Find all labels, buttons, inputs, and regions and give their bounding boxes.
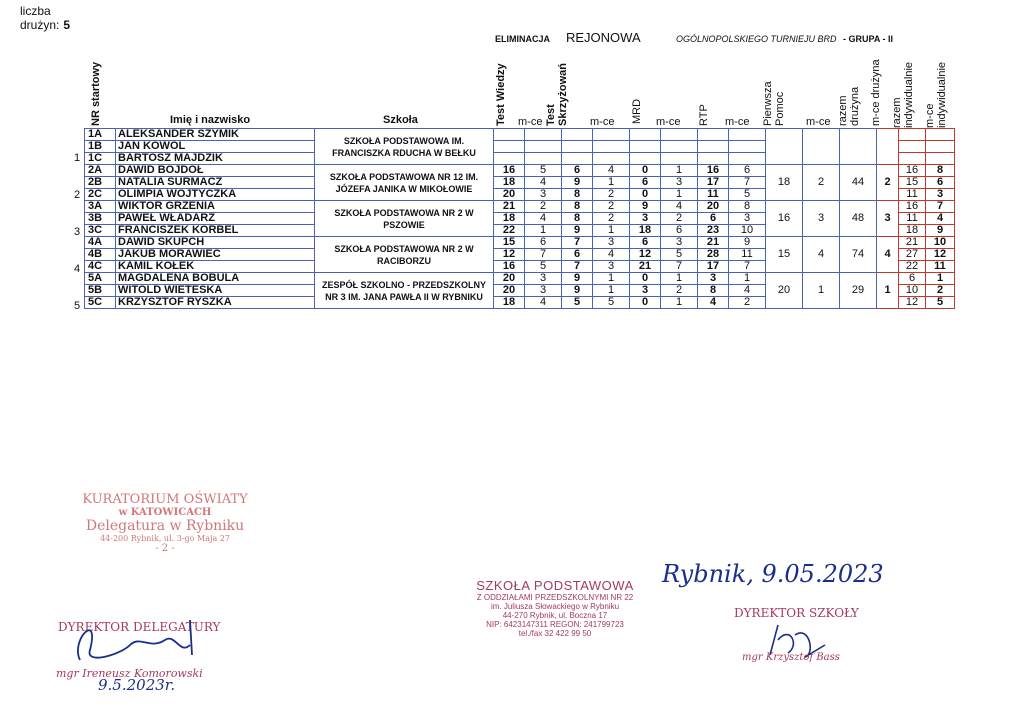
teams-count-label <box>20 4 70 32</box>
delegatura-signature-date: 9.5.2023r. <box>98 676 176 694</box>
cross-cell: 6 <box>562 165 593 177</box>
test-cell: 18 <box>494 297 525 309</box>
start-number-cell: 1B <box>85 141 116 153</box>
col-nr-header: NR startowy <box>90 61 102 126</box>
individual-total-cell <box>899 129 926 141</box>
participant-name-cell: WITOLD WIETESKA <box>116 285 315 297</box>
individual-total-cell: 15 <box>899 177 926 189</box>
individual-place-cell: 6 <box>926 177 955 189</box>
cross-cell: 7 <box>562 237 593 249</box>
rtp-mce-cell: 10 <box>729 225 766 237</box>
start-number-cell: 2B <box>85 177 116 189</box>
kuratorium-stamp-line3: Delegatura w Rybniku <box>85 518 245 534</box>
first-aid-cell: 16 <box>766 201 803 237</box>
individual-place-cell: 12 <box>926 249 955 261</box>
participant-name-cell: NATALIA SURMACZ <box>116 177 315 189</box>
mrd-cell: 0 <box>630 273 661 285</box>
mrd-mce-cell: 1 <box>661 165 698 177</box>
individual-place-cell: 3 <box>926 189 955 201</box>
rtp-mce-cell: 5 <box>729 189 766 201</box>
cross-mce-cell: 2 <box>593 213 630 225</box>
mrd-cell: 6 <box>630 177 661 189</box>
rtp-cell: 17 <box>698 177 729 189</box>
start-number-cell: 2A <box>85 165 116 177</box>
participant-name-cell: JAKUB MORAWIEC <box>116 249 315 261</box>
cross-mce-cell: 2 <box>593 201 630 213</box>
test-mce-cell: 4 <box>525 297 562 309</box>
first-aid-cell: 20 <box>766 273 803 309</box>
school-name-cell: SZKOŁA PODSTAWOWA IM. FRANCISZKA RDUCHA W BEŁKU <box>315 129 494 165</box>
participant-name-cell: JAN KOWOL <box>116 141 315 153</box>
mrd-cell <box>630 129 661 141</box>
individual-total-cell: 18 <box>899 225 926 237</box>
test-mce-cell: 3 <box>525 285 562 297</box>
teams-count-label-line2: drużyn: <box>20 18 60 32</box>
school-director-title: DYREKTOR SZKOŁY <box>734 606 859 620</box>
rtp-cell: 6 <box>698 213 729 225</box>
col-cross-mce-header: m-ce <box>590 116 615 128</box>
elimination-level: REJONOWA <box>566 30 641 45</box>
team-total-cell: 44 <box>840 165 877 201</box>
cross-cell: 9 <box>562 177 593 189</box>
col-first-aid-mce-header: m-ce <box>806 116 831 128</box>
test-cell: 16 <box>494 165 525 177</box>
col-test-mce-header: m-ce <box>518 116 543 128</box>
mrd-mce-cell: 1 <box>661 273 698 285</box>
rtp-cell: 11 <box>698 189 729 201</box>
individual-place-cell: 7 <box>926 201 955 213</box>
team-place-cell: 4 <box>877 237 899 273</box>
individual-place-cell: 11 <box>926 261 955 273</box>
team-total-cell: 74 <box>840 237 877 273</box>
start-number-cell: 3A <box>85 201 116 213</box>
mrd-cell: 3 <box>630 213 661 225</box>
school-stamp-line3: im. Juliusza Słowackiego w Rybniku <box>490 602 620 611</box>
mrd-mce-cell: 3 <box>661 177 698 189</box>
school-stamp-line4: 44-270 Rybnik, ul. Boczna 17 <box>502 611 608 620</box>
rtp-cell: 16 <box>698 165 729 177</box>
test-cell: 22 <box>494 225 525 237</box>
test-cell: 20 <box>494 189 525 201</box>
delegatura-director-title: DYREKTOR DELEGATURY <box>58 620 221 634</box>
start-number-cell: 5C <box>85 297 116 309</box>
participant-name-cell: KAMIL KOŁEK <box>116 261 315 273</box>
rtp-cell <box>698 141 729 153</box>
school-name-cell: ZESPÓŁ SZKOLNO - PRZEDSZKOLNY NR 3 IM. JANA PAWŁA II W RYBNIKU <box>315 273 494 309</box>
mrd-cell: 12 <box>630 249 661 261</box>
mrd-mce-cell: 1 <box>661 189 698 201</box>
individual-total-cell: 21 <box>899 237 926 249</box>
start-number-cell: 3C <box>85 225 116 237</box>
cross-mce-cell: 3 <box>593 261 630 273</box>
test-mce-cell: 7 <box>525 249 562 261</box>
cross-mce-cell <box>593 153 630 165</box>
team-total-cell: 29 <box>840 273 877 309</box>
team-place-cell: 3 <box>877 201 899 237</box>
col-mrd-mce-header2: m-ce <box>656 116 681 128</box>
test-cell <box>494 153 525 165</box>
first-aid-place-cell: 2 <box>803 165 840 201</box>
mrd-mce-cell: 2 <box>661 213 698 225</box>
start-number-cell: 5A <box>85 273 116 285</box>
team-ordinal: 5 <box>74 300 81 312</box>
col-team-total-header: razem drużyna <box>837 86 861 126</box>
test-mce-cell: 6 <box>525 237 562 249</box>
first-aid-cell <box>766 129 803 165</box>
cross-mce-cell: 4 <box>593 165 630 177</box>
test-cell: 20 <box>494 273 525 285</box>
school-director-name: mgr Krzysztof Bass <box>742 652 840 663</box>
individual-total-cell: 6 <box>899 273 926 285</box>
cross-cell: 6 <box>562 249 593 261</box>
individual-place-cell: 1 <box>926 273 955 285</box>
school-stamp <box>470 578 640 638</box>
individual-place-cell: 5 <box>926 297 955 309</box>
kuratorium-stamp <box>70 492 260 554</box>
team-ordinal: 4 <box>74 263 81 275</box>
mrd-cell: 0 <box>630 165 661 177</box>
mrd-mce-cell: 5 <box>661 249 698 261</box>
cross-mce-cell: 1 <box>593 273 630 285</box>
mrd-cell: 0 <box>630 189 661 201</box>
delegatura-director-name: mgr Ireneusz Komorowski <box>56 667 203 680</box>
start-number-cell: 4C <box>85 261 116 273</box>
col-ind-place-header: m-ce indywidualnie <box>924 61 948 128</box>
school-name-cell: SZKOŁA PODSTAWOWA NR 2 W PSZOWIE <box>315 201 494 237</box>
participant-name-cell: ALEKSANDER SZYMIK <box>116 129 315 141</box>
school-stamp-line6: tel./fax 32 422 99 50 <box>518 629 592 638</box>
mrd-mce-cell: 1 <box>661 297 698 309</box>
participant-name-cell: MAGDALENA BOBULA <box>116 273 315 285</box>
individual-total-cell: 16 <box>899 165 926 177</box>
cross-mce-cell: 5 <box>593 297 630 309</box>
mrd-cell: 3 <box>630 285 661 297</box>
rtp-mce-cell: 9 <box>729 237 766 249</box>
table-row <box>85 165 955 177</box>
mrd-mce-cell <box>661 129 698 141</box>
school-name-cell: SZKOŁA PODSTAWOWA NR 12 IM. JÓZEFA JANIKA W MIKOŁOWIE <box>315 165 494 201</box>
participant-name-cell: DAWID SKUPCH <box>116 237 315 249</box>
rtp-cell: 8 <box>698 285 729 297</box>
start-number-cell: 5B <box>85 285 116 297</box>
test-cell <box>494 129 525 141</box>
start-number-cell: 1C <box>85 153 116 165</box>
test-mce-cell: 5 <box>525 165 562 177</box>
individual-total-cell: 27 <box>899 249 926 261</box>
delegatura-signature <box>40 600 210 670</box>
mrd-cell <box>630 153 661 165</box>
start-number-cell: 4B <box>85 249 116 261</box>
rtp-mce-cell: 2 <box>729 297 766 309</box>
kuratorium-stamp-line2: w KATOWICACH <box>118 507 212 518</box>
rtp-mce-cell <box>729 141 766 153</box>
school-stamp-line1: SZKOŁA PODSTAWOWA <box>476 578 634 593</box>
test-cell: 18 <box>494 213 525 225</box>
rtp-mce-cell <box>729 129 766 141</box>
col-test-header: Test Wiedzy <box>495 63 507 126</box>
test-mce-cell: 3 <box>525 273 562 285</box>
test-mce-cell <box>525 153 562 165</box>
mrd-cell: 9 <box>630 201 661 213</box>
cross-cell: 8 <box>562 201 593 213</box>
col-school-header: Szkoła <box>383 114 418 126</box>
participant-name-cell: KRZYSZTOF RYSZKA <box>116 297 315 309</box>
individual-total-cell: 11 <box>899 189 926 201</box>
individual-place-cell: 8 <box>926 165 955 177</box>
test-cell: 16 <box>494 261 525 273</box>
col-rtp-header: RTP <box>698 104 710 126</box>
table-row <box>85 129 955 141</box>
mrd-mce-cell: 3 <box>661 237 698 249</box>
cross-mce-cell: 1 <box>593 225 630 237</box>
participant-name-cell: BARTOSZ MAJDZIK <box>116 153 315 165</box>
participant-name-cell: WIKTOR GRZENIA <box>116 201 315 213</box>
individual-total-cell: 12 <box>899 297 926 309</box>
test-cell: 21 <box>494 201 525 213</box>
cross-cell: 9 <box>562 285 593 297</box>
rtp-cell: 28 <box>698 249 729 261</box>
individual-total-cell: 11 <box>899 213 926 225</box>
individual-total-cell <box>899 153 926 165</box>
individual-place-cell: 10 <box>926 237 955 249</box>
test-cell <box>494 141 525 153</box>
individual-total-cell: 22 <box>899 261 926 273</box>
start-number-cell: 3B <box>85 213 116 225</box>
cross-cell: 9 <box>562 225 593 237</box>
team-ordinal: 3 <box>74 226 81 238</box>
col-mrd-header: MRD <box>631 98 643 124</box>
team-total-cell <box>840 129 877 165</box>
first-aid-place-cell: 1 <box>803 273 840 309</box>
rtp-cell: 23 <box>698 225 729 237</box>
mrd-cell: 6 <box>630 237 661 249</box>
col-team-place-header: m-ce drużyna <box>870 59 882 126</box>
team-place-cell <box>877 129 899 165</box>
cross-cell <box>562 129 593 141</box>
test-cell: 12 <box>494 249 525 261</box>
school-stamp-line2: Z ODDZIAŁAMI PRZEDSZKOLNYMI NR 22 <box>476 593 634 602</box>
test-mce-cell <box>525 129 562 141</box>
kuratorium-stamp-line4: 44-200 Rybnik, ul. 3-go Maja 27 <box>100 534 230 543</box>
cross-cell <box>562 141 593 153</box>
mrd-cell: 21 <box>630 261 661 273</box>
cross-cell: 5 <box>562 297 593 309</box>
rtp-cell: 3 <box>698 273 729 285</box>
rtp-mce-cell <box>729 153 766 165</box>
cross-cell: 7 <box>562 261 593 273</box>
individual-total-cell: 16 <box>899 201 926 213</box>
cross-mce-cell: 4 <box>593 249 630 261</box>
rtp-mce-cell: 7 <box>729 177 766 189</box>
rtp-mce-cell: 3 <box>729 213 766 225</box>
table-row <box>85 237 955 249</box>
teams-count-value: 5 <box>63 18 71 32</box>
cross-cell: 8 <box>562 189 593 201</box>
test-cell: 18 <box>494 177 525 189</box>
rtp-mce-cell: 8 <box>729 201 766 213</box>
rtp-cell: 20 <box>698 201 729 213</box>
mrd-mce-cell <box>661 141 698 153</box>
test-mce-cell: 5 <box>525 261 562 273</box>
participant-name-cell: FRANCISZEK KORBEL <box>116 225 315 237</box>
mrd-mce-cell: 6 <box>661 225 698 237</box>
test-mce-cell: 4 <box>525 177 562 189</box>
cross-mce-cell: 2 <box>593 189 630 201</box>
individual-place-cell: 4 <box>926 213 955 225</box>
school-name-cell: SZKOŁA PODSTAWOWA NR 2 W RACIBORZU <box>315 237 494 273</box>
mrd-cell <box>630 141 661 153</box>
participant-name-cell: OLIMPIA WOJTYCZKA <box>116 189 315 201</box>
test-mce-cell: 1 <box>525 225 562 237</box>
individual-place-cell <box>926 129 955 141</box>
elimination-label: ELIMINACJA <box>495 34 551 44</box>
col-rtp-mce-header: m-ce <box>725 116 750 128</box>
test-cell: 20 <box>494 285 525 297</box>
mrd-mce-cell: 2 <box>661 285 698 297</box>
rtp-mce-cell: 6 <box>729 165 766 177</box>
test-mce-cell: 3 <box>525 189 562 201</box>
mrd-mce-cell: 4 <box>661 201 698 213</box>
cross-mce-cell: 3 <box>593 237 630 249</box>
tournament-name: OGÓLNOPOLSKIEGO TURNIEJU BRD <box>676 34 837 44</box>
rtp-cell <box>698 129 729 141</box>
col-ind-total-header: razem indywidualnie <box>891 61 915 128</box>
participant-name-cell: PAWEŁ WŁADARZ <box>116 213 315 225</box>
cross-mce-cell <box>593 129 630 141</box>
kuratorium-stamp-line1: KURATORIUM OŚWIATY <box>82 492 248 507</box>
test-cell: 15 <box>494 237 525 249</box>
col-name-header: Imię i nazwisko <box>170 114 251 126</box>
place-date: Rybnik, 9.05.2023 <box>662 560 884 588</box>
first-aid-cell: 18 <box>766 165 803 201</box>
table-row <box>85 273 955 285</box>
mrd-cell: 18 <box>630 225 661 237</box>
school-stamp-line5: NIP: 6423147311 REGON: 241799723 <box>486 620 624 629</box>
first-aid-place-cell <box>803 129 840 165</box>
first-aid-place-cell: 3 <box>803 201 840 237</box>
mrd-mce-cell <box>661 153 698 165</box>
individual-total-cell <box>899 141 926 153</box>
cross-cell: 9 <box>562 273 593 285</box>
cross-mce-cell: 1 <box>593 177 630 189</box>
rtp-cell: 21 <box>698 237 729 249</box>
individual-total-cell: 10 <box>899 285 926 297</box>
cross-mce-cell: 1 <box>593 285 630 297</box>
rtp-cell <box>698 153 729 165</box>
team-place-cell: 2 <box>877 165 899 201</box>
individual-place-cell: 9 <box>926 225 955 237</box>
kuratorium-stamp-line5: - 2 - <box>155 543 175 554</box>
start-number-cell: 4A <box>85 237 116 249</box>
first-aid-place-cell: 4 <box>803 237 840 273</box>
rtp-cell: 4 <box>698 297 729 309</box>
rtp-mce-cell: 11 <box>729 249 766 261</box>
team-place-cell: 1 <box>877 273 899 309</box>
individual-place-cell <box>926 141 955 153</box>
cross-cell: 8 <box>562 213 593 225</box>
team-ordinal: 2 <box>74 189 81 201</box>
team-total-cell: 48 <box>840 201 877 237</box>
start-number-cell: 2C <box>85 189 116 201</box>
rtp-mce-cell: 7 <box>729 261 766 273</box>
team-ordinal: 1 <box>74 152 81 164</box>
col-first-aid-header: Pierwsza Pomoc <box>762 81 786 126</box>
cross-mce-cell <box>593 141 630 153</box>
test-mce-cell <box>525 141 562 153</box>
start-number-cell: 1A <box>85 129 116 141</box>
first-aid-cell: 15 <box>766 237 803 273</box>
test-mce-cell: 2 <box>525 201 562 213</box>
mrd-cell: 0 <box>630 297 661 309</box>
participant-name-cell: DAWID BOJDOŁ <box>116 165 315 177</box>
group-label: - GRUPA - II <box>843 34 893 44</box>
individual-place-cell <box>926 153 955 165</box>
individual-place-cell: 2 <box>926 285 955 297</box>
mrd-mce-cell: 7 <box>661 261 698 273</box>
rtp-mce-cell: 4 <box>729 285 766 297</box>
rtp-cell: 17 <box>698 261 729 273</box>
results-table <box>84 128 955 309</box>
table-row <box>85 201 955 213</box>
teams-count-label-line1: liczba <box>20 4 51 18</box>
cross-cell <box>562 153 593 165</box>
rtp-mce-cell: 1 <box>729 273 766 285</box>
test-mce-cell: 4 <box>525 213 562 225</box>
col-cross-header: Test Skrzyżowań <box>545 63 569 126</box>
